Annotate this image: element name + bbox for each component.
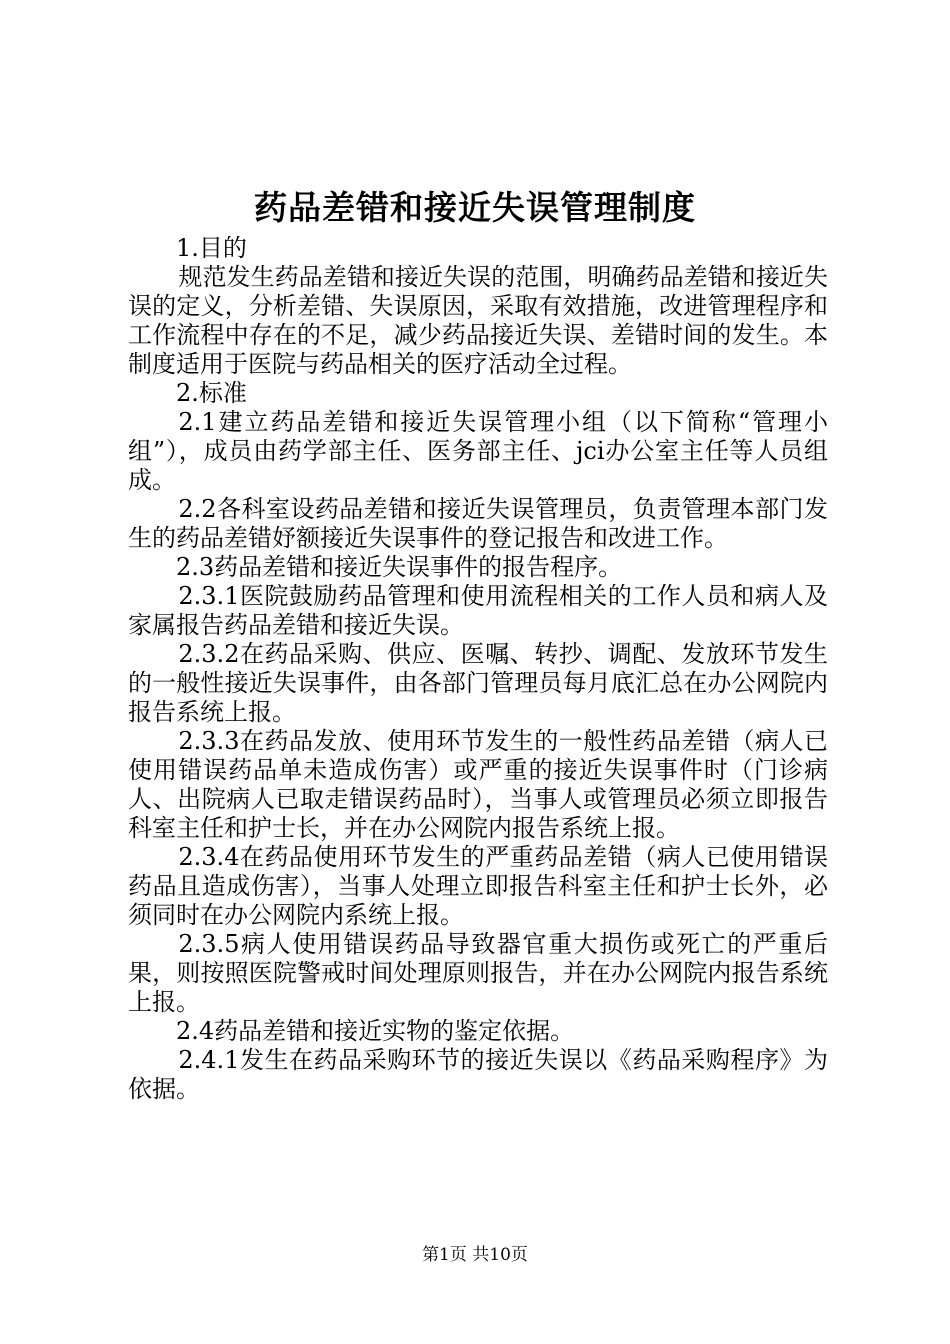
- page-footer: 第1页 共10页: [422, 1245, 528, 1265]
- section-heading-purpose: 1.目的: [176, 234, 247, 262]
- document-title: 药品差错和接近失误管理制度: [254, 188, 696, 227]
- paragraph-2-2: 2.2各科室设药品差错和接近失误管理员，负责管理本部门发生的药品差错妤额接近失误事件的登记报告和改进工作。: [128, 495, 828, 552]
- paragraph-2-3-2: 2.3.2在药品采购、供应、医嘱、转抄、调配、发放环节发生的一般性接近失误事件，由各部门管理员每月底汇总在办公网院内报告系统上报。: [128, 640, 828, 726]
- paragraph-purpose: 规范发生药品差错和接近失误的范围，明确药品差错和接近失误的定义，分析差错、失误原因，采取有效措施，改进管理程序和工作流程中存在的不足，减少药品接近失误、差错时间的发生。本制度适用于医院与药品相关的医疗活动全过程。: [128, 263, 828, 378]
- paragraph-2-3-4: 2.3.4在药品使用环节发生的严重药品差错（病人已使用错误药品且造成伤害），当事人处理立即报告科室主任和护士长外，必须同时在办公网院内系统上报。: [128, 843, 828, 929]
- paragraph-2-3: 2.3药品差错和接近失误事件的报告程序。: [176, 553, 623, 581]
- paragraph-2-3-1: 2.3.1医院鼓励药品管理和使用流程相关的工作人员和病人及家属报告药品差错和接近失误。: [128, 582, 828, 639]
- section-heading-standard: 2.标准: [176, 379, 247, 407]
- paragraph-2-3-5: 2.3.5病人使用错误药品导致器官重大损伤或死亡的严重后果，则按照医院警戒时间处理原则报告，并在办公网院内报告系统上报。: [128, 930, 828, 1016]
- paragraph-2-1: 2.1建立药品差错和接近失误管理小组（以下简称“管理小组”），成员由药学部主任、医务部主任、jci办公室主任等人员组成。: [128, 408, 828, 494]
- paragraph-2-3-3: 2.3.3在药品发放、使用环节发生的一般性药品差错（病人已使用错误药品单未造成伤害）或严重的接近失误事件时（门诊病人、出院病人已取走错误药品时），当事人或管理员必须立即报告科室主任和护士长，并在办公网院内报告系统上报。: [128, 727, 828, 842]
- paragraph-2-4: 2.4药品差错和接近实物的鉴定依据。: [176, 1017, 575, 1045]
- paragraph-2-4-1: 2.4.1发生在药品采购环节的接近失误以《药品采购程序》为依据。: [128, 1046, 828, 1103]
- document-body: [128, 234, 828, 1104]
